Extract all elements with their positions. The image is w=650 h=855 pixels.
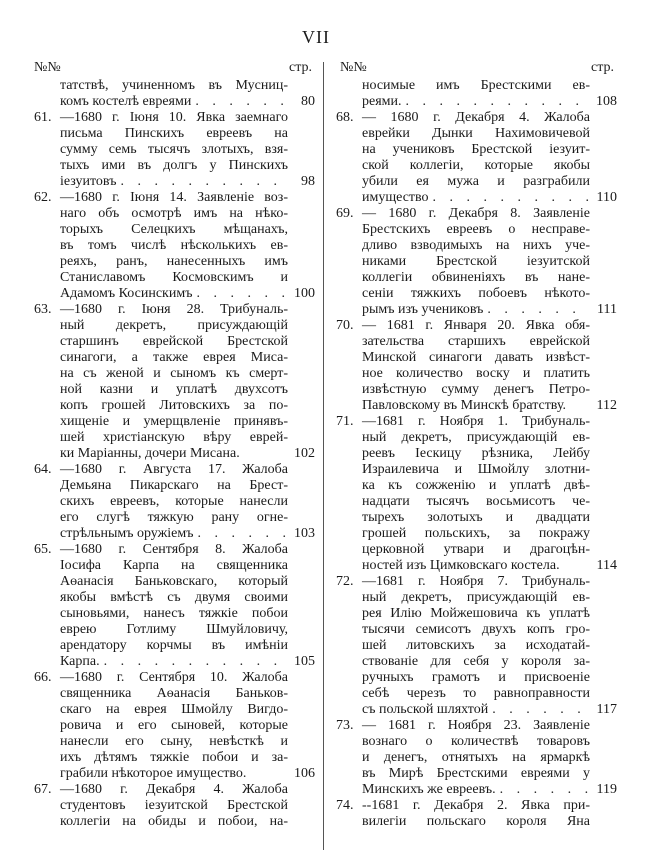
entry-text-line: вилегіи польскаго короля Яна	[362, 814, 590, 829]
entry-final-line	[60, 526, 315, 542]
entry-text-line: коллегіи обвиненіяхъ въ нане-	[362, 270, 590, 285]
entry-text-line: —1680 г. Сентября 8. Жалоба	[60, 542, 288, 557]
dot-leader	[116, 174, 288, 190]
entry-final-line	[60, 94, 315, 110]
toc-entry	[34, 78, 315, 110]
entry-text-line: торыхъ Селецкихъ мѣщанахъ,	[60, 222, 288, 237]
entry-text-line: копъ грошей Литовскихъ за по-	[60, 398, 288, 413]
entry-text-line: Карпа.	[60, 654, 100, 669]
entry-final-line	[60, 446, 315, 462]
entry-text-line: ки Маріанны, дочери Мисана.	[60, 446, 240, 461]
left-header-page: стр.	[289, 60, 313, 75]
entry-text-line: ной казни и уплатѣ двухсотъ	[60, 382, 288, 397]
toc-entry	[336, 718, 617, 798]
page-number: 100	[294, 286, 315, 301]
entry-text-line: сумму семь тысячъ злотыхъ, взя-	[60, 142, 288, 157]
entry-text-line: якобы вмѣстѣ съ двумя своими	[60, 590, 288, 605]
column-divider	[323, 62, 324, 850]
dot-leader	[496, 782, 590, 798]
entry-text-line: тырехъ золотыхъ и двадцати	[362, 510, 590, 525]
page-number: 108	[596, 94, 617, 109]
toc-entry	[34, 110, 315, 190]
dot-leader	[191, 94, 288, 110]
entry-number: 71.	[336, 414, 354, 429]
entry-text-line: извѣстную сумму денегъ Петро-	[362, 382, 590, 397]
entry-final-line	[362, 782, 617, 798]
entry-text-line: реями.	[362, 94, 402, 109]
page-number: 103	[294, 526, 315, 541]
entry-text-line: грошей польскихъ, за покражу	[362, 526, 590, 541]
toc-entry	[336, 206, 617, 318]
entry-text-line: письма Пинскихъ евреевъ на	[60, 126, 288, 141]
entry-text-line: синагоги, а также еврея Миса-	[60, 350, 288, 365]
entry-text-line: съ польской шляхтой	[362, 702, 489, 717]
entry-text-line: рымъ изъ учениковъ	[362, 302, 484, 317]
toc-entry	[34, 462, 315, 542]
page-number: 111	[597, 302, 617, 317]
entry-final-line	[60, 174, 315, 190]
entry-number: 72.	[336, 574, 354, 589]
entry-text-line: Павловскому въ Минскѣ братству.	[362, 398, 567, 413]
left-header-number: №№	[34, 60, 61, 75]
entry-final-line	[362, 302, 617, 318]
entry-text-line: тыхъ ими въ долгъ у Пинскихъ	[60, 158, 288, 173]
page-number: 105	[294, 654, 315, 669]
entry-number: 64.	[34, 462, 52, 477]
entry-text-line: его слугѣ тяжкую рану огне-	[60, 510, 288, 525]
entry-text-line: шей христіанскую вѣру еврей-	[60, 430, 288, 445]
entry-text-line: Демьяна Пикарскаго на Брест-	[60, 478, 288, 493]
entry-text-line: Аѳанасія Баньковскаго, который	[60, 574, 288, 589]
entry-number: 62.	[34, 190, 52, 205]
entry-final-line	[362, 558, 617, 574]
entry-text-line: наго объ осмотрѣ имъ на нѣко-	[60, 206, 288, 221]
entry-text-line: рея Илію Мойжешовича къ уплатѣ	[362, 606, 590, 621]
entry-text-line: — 1681 г. Ноября 23. Заявленіе	[362, 718, 590, 733]
entry-text-line: имущество	[362, 190, 429, 205]
toc-entry	[336, 798, 617, 830]
entry-text-line: и денегъ, отнятыхъ на ярмаркѣ	[362, 750, 590, 765]
entry-text-line: студентовъ іезуитской Брестской	[60, 798, 288, 813]
entry-text-line: арендатору корчмы въ имѣніи	[60, 638, 288, 653]
dot-leader	[100, 654, 288, 670]
entry-text-line: —1680 г. Сентября 10. Жалоба	[60, 670, 288, 685]
entry-text-line: — 1680 г. Декабря 8. Заявленіе	[362, 206, 590, 221]
dot-leader	[240, 446, 288, 462]
entry-number: 74.	[336, 798, 354, 813]
entry-text-line: никами Брестской іезуитской	[362, 254, 590, 269]
dot-leader	[483, 302, 590, 318]
toc-entry	[336, 318, 617, 414]
page-number: 80	[301, 94, 315, 109]
entry-text-line: — 1681 г. Января 20. Явка обя-	[362, 318, 590, 333]
page-number: 112	[596, 398, 617, 413]
entry-text-line: шей литовскихъ за исходатай-	[362, 638, 590, 653]
entry-text-line: хищеніе и умерщвленіе принявъ-	[60, 414, 288, 429]
entry-text-line: грабили нѣкоторое имущество.	[60, 766, 247, 781]
entry-text-line: священника Аѳанасія Баньков-	[60, 686, 288, 701]
entry-text-line: зательства старшихъ еврейской	[362, 334, 590, 349]
entry-final-line	[362, 190, 617, 206]
entry-text-line: ской коллегіи, которые якобы	[362, 158, 590, 173]
entry-text-line: —1680 г. Іюня 14. Заявленіе воз-	[60, 190, 288, 205]
entry-text-line: реяхъ, ранъ, нанесенныхъ имъ	[60, 254, 288, 269]
entry-text-line: іезуитовъ	[60, 174, 117, 189]
entry-text-line: —1681 г. Ноября 7. Трибуналь-	[362, 574, 590, 589]
entry-text-line: скаго на еврея Шмойлу Вигдо-	[60, 702, 288, 717]
entry-final-line	[60, 286, 315, 302]
entry-text-line: реевъ Іескицу рѣзника, Лейбу	[362, 446, 590, 461]
entry-text-line: Минскихъ же евреевъ.	[362, 782, 496, 797]
toc-entry	[34, 782, 315, 830]
page-number: 114	[596, 558, 617, 573]
toc-column-left	[34, 78, 315, 830]
dot-leader	[429, 190, 590, 206]
entry-final-line	[362, 398, 617, 414]
entry-number: 66.	[34, 670, 52, 685]
entry-text-line: ствованіе для себя у короля за-	[362, 654, 590, 669]
entry-text-line: Адамомъ Косинскимъ	[60, 286, 193, 301]
entry-text-line: —1680 г. Августа 17. Жалоба	[60, 462, 288, 477]
entry-final-line	[60, 766, 315, 782]
entry-text-line: ка къ сожженію и уплатѣ двѣ-	[362, 478, 590, 493]
toc-entry	[336, 78, 617, 110]
entry-text-line: убили ея мужа и разграбили	[362, 174, 590, 189]
entry-final-line	[362, 702, 617, 718]
dot-leader	[193, 526, 288, 542]
toc-entry	[336, 414, 617, 574]
entry-text-line: комъ костелѣ евреями	[60, 94, 192, 109]
entry-text-line: ный декретъ, присуждающій	[60, 318, 288, 333]
dot-leader	[560, 558, 590, 574]
entry-text-line: Брестскихъ евреевъ о несправе-	[362, 222, 590, 237]
entry-final-line	[362, 94, 617, 110]
right-header-page: стр.	[591, 60, 615, 75]
page-number: 106	[294, 766, 315, 781]
dot-leader	[488, 702, 590, 718]
toc-column-right	[336, 78, 617, 830]
entry-number: 61.	[34, 110, 52, 125]
page-folio: VII	[302, 27, 330, 47]
toc-entry	[34, 190, 315, 302]
entry-number: 65.	[34, 542, 52, 557]
entry-text-line: носимые имъ Брестскими ев-	[362, 78, 590, 93]
toc-entry	[34, 542, 315, 670]
entry-text-line: на учениковъ Брестской іезуит-	[362, 142, 590, 157]
entry-text-line: нанесли его сыну, невѣсткѣ и	[60, 734, 288, 749]
dot-leader	[402, 94, 590, 110]
entry-text-line: церковной утвари и драгоцѣн-	[362, 542, 590, 557]
entry-text-line: Израилевича и Шмойлу злотни-	[362, 462, 590, 477]
entry-text-line: —1680 г. Декабря 4. Жалоба	[60, 782, 288, 797]
entry-number: 67.	[34, 782, 52, 797]
entry-text-line: надцати тысячъ восьмисотъ че-	[362, 494, 590, 509]
entry-text-line: скихъ евреевъ, которые нанесли	[60, 494, 288, 509]
dot-leader	[192, 286, 288, 302]
entry-text-line: —1680 г. Іюня 28. Трибуналь-	[60, 302, 288, 317]
entry-text-line: тысячи семисотъ двухъ копъ гро-	[362, 622, 590, 637]
entry-text-line: сеніи тяжкихъ побоевъ нѣкото-	[362, 286, 590, 301]
entry-text-line: стрѣльнымъ оружіемъ	[60, 526, 194, 541]
entry-text-line: ное количество воску и платить	[362, 366, 590, 381]
entry-text-line: себѣ черезъ то равноправности	[362, 686, 590, 701]
toc-entry	[336, 110, 617, 206]
entry-text-line: --1681 г. Декабря 2. Явка при-	[362, 798, 590, 813]
entry-text-line: еврейки Дынки Нахимовичевой	[362, 126, 590, 141]
page-number: 119	[596, 782, 617, 797]
page-number: 110	[596, 190, 617, 205]
entry-text-line: ихъ дѣтямъ тяжкіе побои и за-	[60, 750, 288, 765]
page-number: 117	[596, 702, 617, 717]
page-number: 98	[301, 174, 315, 189]
entry-number: 70.	[336, 318, 354, 333]
entry-text-line: въ Мирѣ Брестскими евреями у	[362, 766, 590, 781]
entry-text-line: —1681 г. Ноября 1. Трибуналь-	[362, 414, 590, 429]
entry-text-line: Іосифа Карпа на священника	[60, 558, 288, 573]
entry-text-line: еврею Готлиму Шмуйловичу,	[60, 622, 288, 637]
entry-text-line: татствѣ, учиненномъ въ Мусниц-	[60, 78, 288, 93]
entry-text-line: ный декретъ, присуждающій ев-	[362, 590, 590, 605]
entry-number: 68.	[336, 110, 354, 125]
entry-text-line: Станиславомъ Космовскимъ и	[60, 270, 288, 285]
entry-text-line: коллегіи на обиды и побои, на-	[60, 814, 288, 829]
entry-text-line: Минской синагоги давать извѣст-	[362, 350, 590, 365]
entry-text-line: на съ женой и сыномъ къ смерт-	[60, 366, 288, 381]
entry-text-line: — 1680 г. Декабря 4. Жалоба	[362, 110, 590, 125]
dot-leader	[246, 766, 288, 782]
entry-text-line: дливо взводимыхъ на нихъ уче-	[362, 238, 590, 253]
entry-text-line: въ томъ числѣ нѣсколькихъ ев-	[60, 238, 288, 253]
entry-text-line: ровича и его сыновей, которые	[60, 718, 288, 733]
entry-final-line	[60, 654, 315, 670]
dot-leader	[566, 398, 590, 414]
entry-text-line: вознаго о количествѣ товаровъ	[362, 734, 590, 749]
toc-entry	[34, 302, 315, 462]
entry-text-line: ручныхъ грамотъ и присвоеніе	[362, 670, 590, 685]
entry-text-line: старшинъ еврейской Брестской	[60, 334, 288, 349]
toc-entry	[34, 670, 315, 782]
entry-text-line: ный декретъ, присуждающій ев-	[362, 430, 590, 445]
right-header-number: №№	[340, 60, 367, 75]
entry-number: 69.	[336, 206, 354, 221]
entry-text-line: сыновьями, нанесъ тяжкіе побои	[60, 606, 288, 621]
entry-number: 63.	[34, 302, 52, 317]
entry-text-line: —1680 г. Іюня 10. Явка заемнаго	[60, 110, 288, 125]
toc-entry	[336, 574, 617, 718]
entry-text-line: ностей изъ Цимковскаго костела.	[362, 558, 560, 573]
page-number: 102	[294, 446, 315, 461]
entry-number: 73.	[336, 718, 354, 733]
